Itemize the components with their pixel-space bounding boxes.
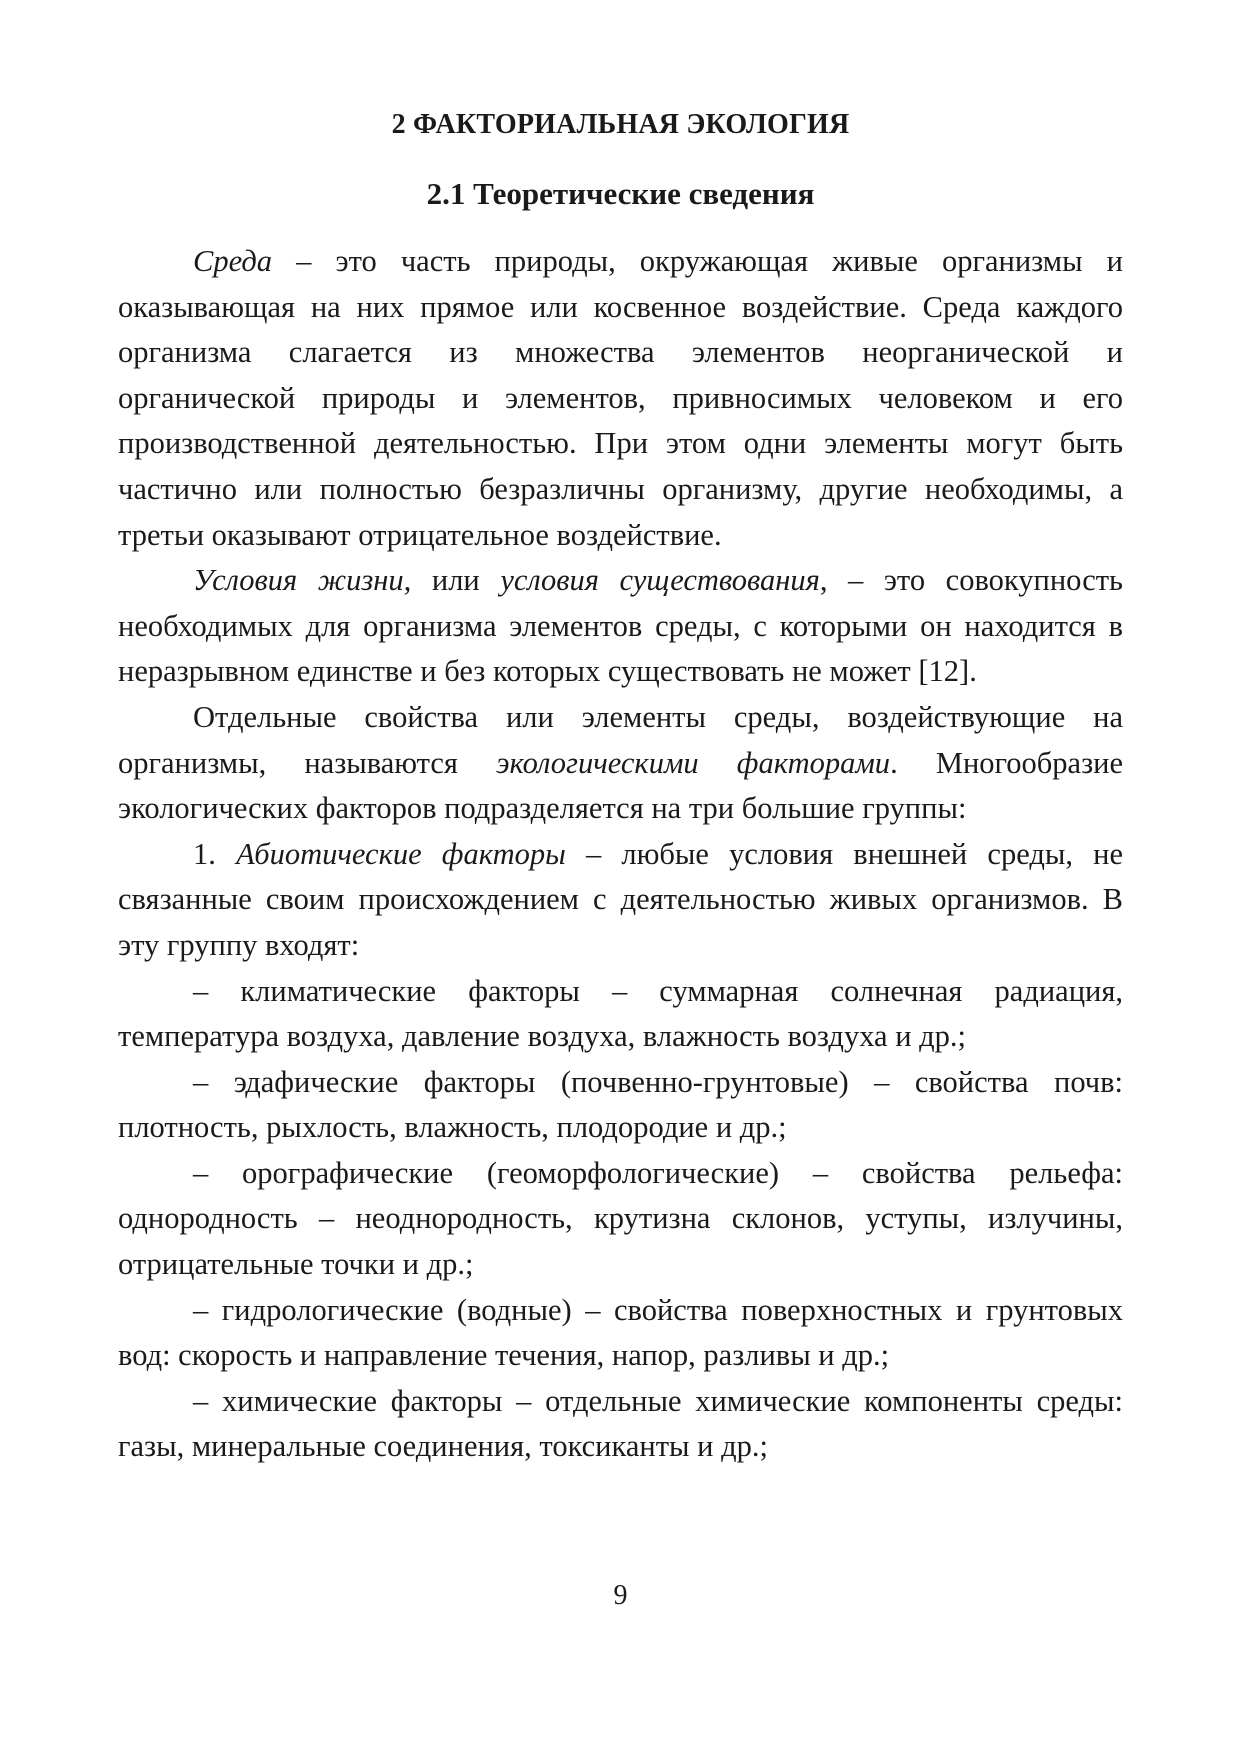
- paragraph-living-conditions: [118, 558, 1123, 695]
- paragraph-abiotic-factors: [118, 832, 1123, 969]
- list-item-climatic: – климатические факторы – суммарная солнечная радиация, температура воздуха, давление воздуха, влажность воздуха и др.;: [118, 973, 1123, 1054]
- page-content: [118, 105, 1123, 1470]
- paragraph-text: или: [411, 563, 501, 598]
- list-number: 1.: [193, 836, 237, 871]
- paragraph-environment: [118, 239, 1123, 558]
- term-environment: Среда: [193, 244, 273, 278]
- term-living-conditions: Условия жизни,: [193, 563, 412, 598]
- chapter-title: 2 ФАКТОРИАЛЬНАЯ ЭКОЛОГИЯ: [391, 109, 850, 140]
- paragraph-text: – это часть природы, окружающая живые организмы и оказывающая на них прямое или косвенное воздействие. Среда каждого организма слагается из множества элементов неорганической и органической природы и элементов, привносимых человеком и его производственной деятельностью. При этом одни элементы могут быть частично или полностью безразличны организму, другие необходимы, а третьи оказывают отрицательное воздействие.: [118, 244, 1123, 552]
- paragraph-text: . Многообразие экологических факторов подразделяется на три большие группы:: [118, 745, 1123, 826]
- term-existence-conditions: условия существования: [500, 563, 820, 598]
- list-item-orographic: – орографические (геоморфологические) – свойства рельефа: однородность – неоднородность, крутизна склонов, уступы, излучины, отрицательные точки и др.;: [118, 1155, 1123, 1282]
- term-abiotic-factors: Абиотические факторы: [236, 836, 566, 871]
- list-item-edaphic: – эдафические факторы (почвенно-грунтовые) – свойства почв: плотность, рыхлость, влажность, плодородие и др.;: [118, 1064, 1123, 1145]
- section-title: 2.1 Теоретические сведения: [426, 176, 815, 211]
- paragraph-ecological-factors: [118, 695, 1123, 832]
- list-item-hydrological: – гидрологические (водные) – свойства поверхностных и грунтовых вод: скорость и направление течения, напор, разливы и др.;: [118, 1292, 1123, 1373]
- term-ecological-factors: экологическими факторами: [496, 745, 891, 780]
- paragraph-text: Отдельные свойства или элементы среды, воздействующие на организмы, называются: [118, 699, 1123, 780]
- paragraph-text: , – это совокупность необходимых для организма элементов среды, с которыми он находится в неразрывном единстве и без которых существовать не может [12].: [118, 563, 1123, 689]
- page-number: 9: [613, 1580, 628, 1611]
- list-item-chemical: – химические факторы – отдельные химические компоненты среды: газы, минеральные соединения, токсиканты и др.;: [118, 1383, 1123, 1464]
- paragraph-text: – любые условия внешней среды, не связанные своим происхождением с деятельностью живых организмов. В эту группу входят:: [118, 836, 1124, 962]
